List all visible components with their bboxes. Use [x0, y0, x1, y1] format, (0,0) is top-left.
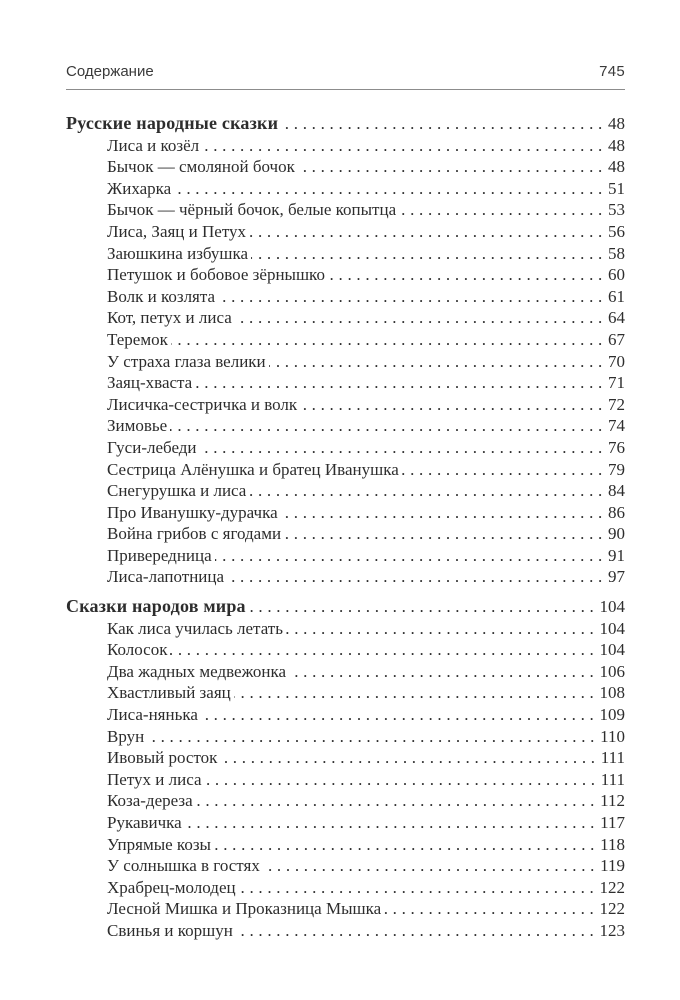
toc-entry-row [66, 502, 625, 524]
toc-entry-row [66, 415, 625, 437]
toc-entry-title: Сестрица Алёнушка и братец Иванушка [107, 459, 399, 479]
toc-entry-row [66, 307, 625, 329]
toc-entry-row [66, 523, 625, 545]
toc-entry-title: Лиса-лапотница [107, 567, 225, 587]
toc-page-number: 122 [599, 877, 625, 897]
toc-page-number: 110 [600, 726, 625, 746]
toc-page-number: 51 [608, 178, 625, 198]
toc-entry-title: Лиса-нянька [107, 705, 198, 725]
toc-section-title: Русские народные сказки [66, 113, 279, 133]
toc-entry-row [66, 135, 625, 157]
page-title: Содержание [66, 63, 154, 80]
toc-entry-title: Волк и козлята [107, 286, 216, 306]
toc-entry-row [66, 726, 625, 748]
toc-entry-row [66, 480, 625, 502]
toc-entry-row [66, 156, 625, 178]
toc-entry-row [66, 834, 625, 856]
toc-page-number: 104 [599, 640, 625, 660]
toc-entry-row [66, 704, 625, 726]
toc-page-number: 60 [608, 265, 625, 285]
dot-leader [328, 264, 607, 286]
dot-leader [235, 307, 607, 329]
toc-entry-title: Лесной Мишка и Проказница Мышка [107, 899, 382, 919]
toc-entry-row [66, 264, 625, 286]
dot-leader [170, 415, 607, 437]
toc-page-number: 123 [599, 920, 625, 940]
toc-entry-row [66, 178, 625, 200]
toc-entry-row [66, 898, 625, 920]
toc-entry-title: Война грибов с ягодами [107, 524, 282, 544]
toc-entry-title: Лиса и козёл [107, 135, 200, 155]
toc-entry-title: У страха глаза велики [107, 351, 266, 371]
toc-entry-title: Храбрец-молодец [107, 877, 236, 897]
toc-entry-row [66, 661, 625, 683]
toc-section-row [66, 113, 625, 135]
dot-leader [236, 920, 599, 942]
toc-entry-title: Снегурушка и лиса [107, 481, 247, 501]
dot-leader [284, 523, 607, 545]
toc-entry-title: Врун [107, 726, 145, 746]
dot-leader [171, 329, 607, 351]
dot-leader [205, 769, 600, 791]
toc-entry-row [66, 545, 625, 567]
dot-leader [249, 596, 599, 618]
dot-leader [263, 855, 599, 877]
toc-page-number: 76 [608, 437, 625, 457]
toc-page-number: 79 [608, 459, 625, 479]
toc-entry-title: Ивовый росток [107, 748, 218, 768]
toc-entry-title: Колосок [107, 640, 168, 660]
dot-leader [201, 704, 599, 726]
dot-leader [298, 156, 607, 178]
toc-page-number: 112 [600, 791, 625, 811]
dot-leader [384, 898, 598, 920]
toc-page-number: 64 [608, 308, 625, 328]
dot-leader [195, 372, 607, 394]
dot-leader [249, 480, 607, 502]
toc-entry-title: Про Иванушку-дурачка [107, 502, 278, 522]
toc-page-number: 90 [608, 524, 625, 544]
dot-leader [402, 459, 607, 481]
toc-entry-title: Кот, петух и лиса [107, 308, 232, 328]
dot-leader [170, 639, 598, 661]
toc-page-number: 111 [600, 769, 625, 789]
toc-entry-title: Как лиса училась летать [107, 618, 283, 638]
toc-section [66, 596, 625, 942]
toc-entry-row [66, 682, 625, 704]
toc-page-number: 119 [600, 856, 625, 876]
toc-entry-title: Теремок [107, 329, 168, 349]
dot-leader [300, 394, 607, 416]
running-head [66, 63, 625, 90]
dot-leader [249, 221, 607, 243]
toc-entry-row [66, 437, 625, 459]
toc-entry-row [66, 747, 625, 769]
toc-entry-row [66, 351, 625, 373]
dot-leader [218, 286, 607, 308]
toc-page-number: 109 [599, 705, 625, 725]
toc-entry-title: У солнышка в гостях [107, 856, 260, 876]
dot-leader [289, 661, 598, 683]
toc-page-number: 71 [608, 373, 625, 393]
toc-page-number: 48 [608, 135, 625, 155]
dot-leader [251, 243, 607, 265]
toc-page-number: 48 [608, 157, 625, 177]
toc-entry-title: Свинья и коршун [107, 920, 233, 940]
toc-entry-row [66, 920, 625, 942]
toc-page-number: 122 [599, 899, 625, 919]
toc-entry-row [66, 639, 625, 661]
dot-leader [185, 812, 599, 834]
dot-leader [227, 566, 607, 588]
dot-leader [174, 178, 607, 200]
toc-entry-row [66, 286, 625, 308]
toc-page-number: 61 [608, 286, 625, 306]
toc-entry-row [66, 372, 625, 394]
toc-entry-title: Гуси-лебеди [107, 437, 197, 457]
toc-entry-title: Зимовье [107, 416, 168, 436]
toc-entry-title: Коза-дереза [107, 791, 193, 811]
toc-page-number: 106 [599, 661, 625, 681]
toc-entry-row [66, 618, 625, 640]
toc-list [66, 113, 625, 942]
toc-page-number: 67 [608, 329, 625, 349]
dot-leader [214, 834, 599, 856]
toc-entry-title: Бычок — смоляной бочок [107, 157, 295, 177]
toc-page-number: 58 [608, 243, 625, 263]
toc-page-number: 118 [600, 834, 625, 854]
toc-entry-title: Бычок — чёрный бочок, белые копытца [107, 200, 397, 220]
dot-leader [399, 199, 607, 221]
toc-entry-row [66, 329, 625, 351]
toc-page-number: 111 [600, 748, 625, 768]
dot-leader [202, 135, 607, 157]
dot-leader [239, 877, 599, 899]
dot-leader [281, 113, 607, 135]
toc-entry-row [66, 790, 625, 812]
toc-entry-title: Упрямые козы [107, 834, 211, 854]
toc-entry-row [66, 812, 625, 834]
toc-entry-title: Лиса, Заяц и Петух [107, 221, 247, 241]
toc-entry-title: Петушок и бобовое зёрнышко [107, 265, 325, 285]
toc-entry-title: Рукавичка [107, 813, 182, 832]
folio-page-number: 745 [599, 63, 625, 80]
toc-page-number: 104 [599, 597, 625, 617]
toc-section [66, 113, 625, 588]
dot-leader [196, 790, 600, 812]
toc-entry-title: Петух и лиса [107, 769, 202, 789]
toc-page-number: 72 [608, 394, 625, 414]
toc-page-number: 84 [608, 481, 625, 501]
toc-entry-row [66, 243, 625, 265]
toc-page-number: 91 [608, 545, 625, 565]
toc-entry-row [66, 221, 625, 243]
toc-page-number: 70 [608, 351, 625, 371]
toc-section-row [66, 596, 625, 618]
dot-leader [234, 682, 599, 704]
toc-entry-row [66, 877, 625, 899]
dot-leader [220, 747, 599, 769]
toc-entry-row [66, 199, 625, 221]
toc-page-number: 97 [608, 567, 625, 587]
toc-page-number: 108 [599, 683, 625, 703]
toc-entry-title: Хвастливый заяц [107, 683, 231, 703]
dot-leader [286, 618, 599, 640]
toc-section-title: Сказки народов мира [66, 596, 246, 617]
dot-leader [281, 502, 607, 524]
toc-page-number: 53 [608, 200, 625, 220]
dot-leader [269, 351, 607, 373]
dot-leader [215, 545, 607, 567]
dot-leader [200, 437, 607, 459]
toc-page-number: 74 [608, 416, 625, 436]
toc-entry-row [66, 769, 625, 791]
toc-entry-title: Жихарка [107, 178, 172, 198]
toc-entry-row [66, 459, 625, 481]
toc-entry-row [66, 566, 625, 588]
toc-entry-title: Заяц-хваста [107, 373, 193, 393]
toc-page-number: 117 [600, 813, 625, 832]
toc-page-number: 48 [608, 114, 625, 133]
dot-leader [147, 726, 599, 748]
toc-entry-title: Два жадных медвежонка [107, 661, 287, 681]
toc-entry-row [66, 394, 625, 416]
toc-page-number: 56 [608, 221, 625, 241]
toc-page-number: 104 [599, 618, 625, 638]
toc-entry-row [66, 855, 625, 877]
toc-entry-title: Привередница [107, 545, 212, 565]
toc-page-number: 86 [608, 502, 625, 522]
toc-entry-title: Лисичка-сестричка и волк [107, 394, 298, 414]
toc-entry-title: Заюшкина избушка [107, 243, 249, 263]
